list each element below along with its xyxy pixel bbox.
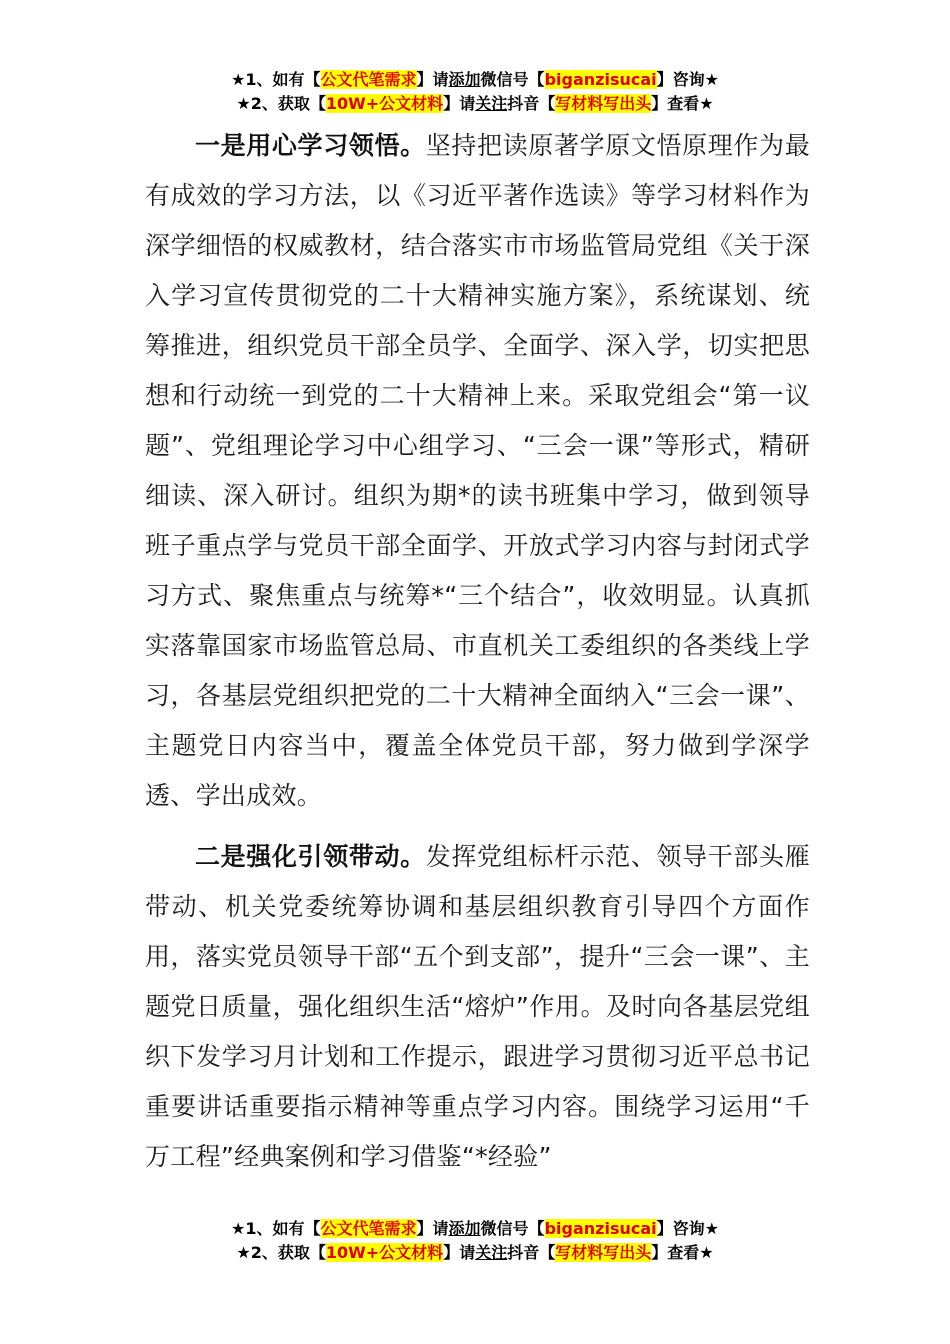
highlight-text: 10W+公文材料 (325, 94, 444, 113)
footer-promo-banner (0, 1217, 950, 1265)
promo-line-2: ★2、获取【10W+公文材料】请关注抖音【写材料写出头】查看★ (236, 94, 714, 113)
douyin-id-highlight: 写材料写出头 (555, 1243, 652, 1262)
paragraph-lead: 一是用心学习领悟。 (195, 131, 426, 160)
header-promo-banner (0, 68, 950, 116)
douyin-id-highlight: 写材料写出头 (555, 94, 652, 113)
paragraph-text: 发挥党组标杆示范、领导干部头雁带动、机关党委统筹协调和基层组织教育引导四个方面作用，落实党员领导干部“五个到支部”，提升“三会一课”、主题党日质量，强化组织生活“熔炉”作用。及时向各基层党组织下发学习月计划和工作提示，跟进学习贯彻习近平总书记重要讲话重要指示精神等重点学习内容。围绕学习运用“千万工程”经典案例和学习借鉴“*经验” (145, 842, 810, 1171)
highlight-text: 10W+公文材料 (325, 1243, 444, 1262)
paragraph-2 (145, 832, 810, 1182)
underlined-text: 关注 (475, 94, 508, 113)
underlined-text: 添加 (448, 70, 481, 89)
paragraph-lead: 二是强化引领带动。 (195, 842, 426, 871)
highlight-text: 公文代笔需求 (320, 70, 417, 89)
paragraph-text: 坚持把读原著学原文悟原理作为最有成效的学习方法，以《习近平著作选读》等学习材料作为深学细悟的权威教材，结合落实市市场监管局党组《关于深入学习宣传贯彻党的二十大精神实施方案》，系统谋划、统筹推进，组织党员干部全员学、全面学、深入学，切实把思想和行动统一到党的二十大精神上来。采取党组会“第一议题”、党组理论学习中心组学习、“三会一课”等形式，精研细读、深入研讨。组织为期*的读书班集中学习，做到领导班子重点学与党员干部全面学、开放式学习内容与封闭式学习方式、聚焦重点与统筹*“三个结合”，收效明显。认真抓实落靠国家市场监管总局、市直机关工委组织的各类线上学习，各基层党组织把党的二十大精神全面纳入“三会一课”、主题党日内容当中，覆盖全体党员干部，努力做到学深学透、学出成效。 (145, 131, 810, 810)
wechat-id-highlight: biganzisucai (544, 1219, 657, 1238)
underlined-text: 添加 (448, 1219, 481, 1238)
highlight-text: 公文代笔需求 (320, 1219, 417, 1238)
document-body (145, 121, 810, 1182)
promo-line-2: ★2、获取【10W+公文材料】请关注抖音【写材料写出头】查看★ (236, 1243, 714, 1262)
wechat-id-highlight: biganzisucai (544, 70, 657, 89)
promo-line-1: ★1、如有【公文代笔需求】请添加微信号【biganzisucai】咨询★ (231, 70, 719, 89)
underlined-text: 关注 (475, 1243, 508, 1262)
promo-line-1: ★1、如有【公文代笔需求】请添加微信号【biganzisucai】咨询★ (231, 1219, 719, 1238)
paragraph-1 (145, 121, 810, 821)
